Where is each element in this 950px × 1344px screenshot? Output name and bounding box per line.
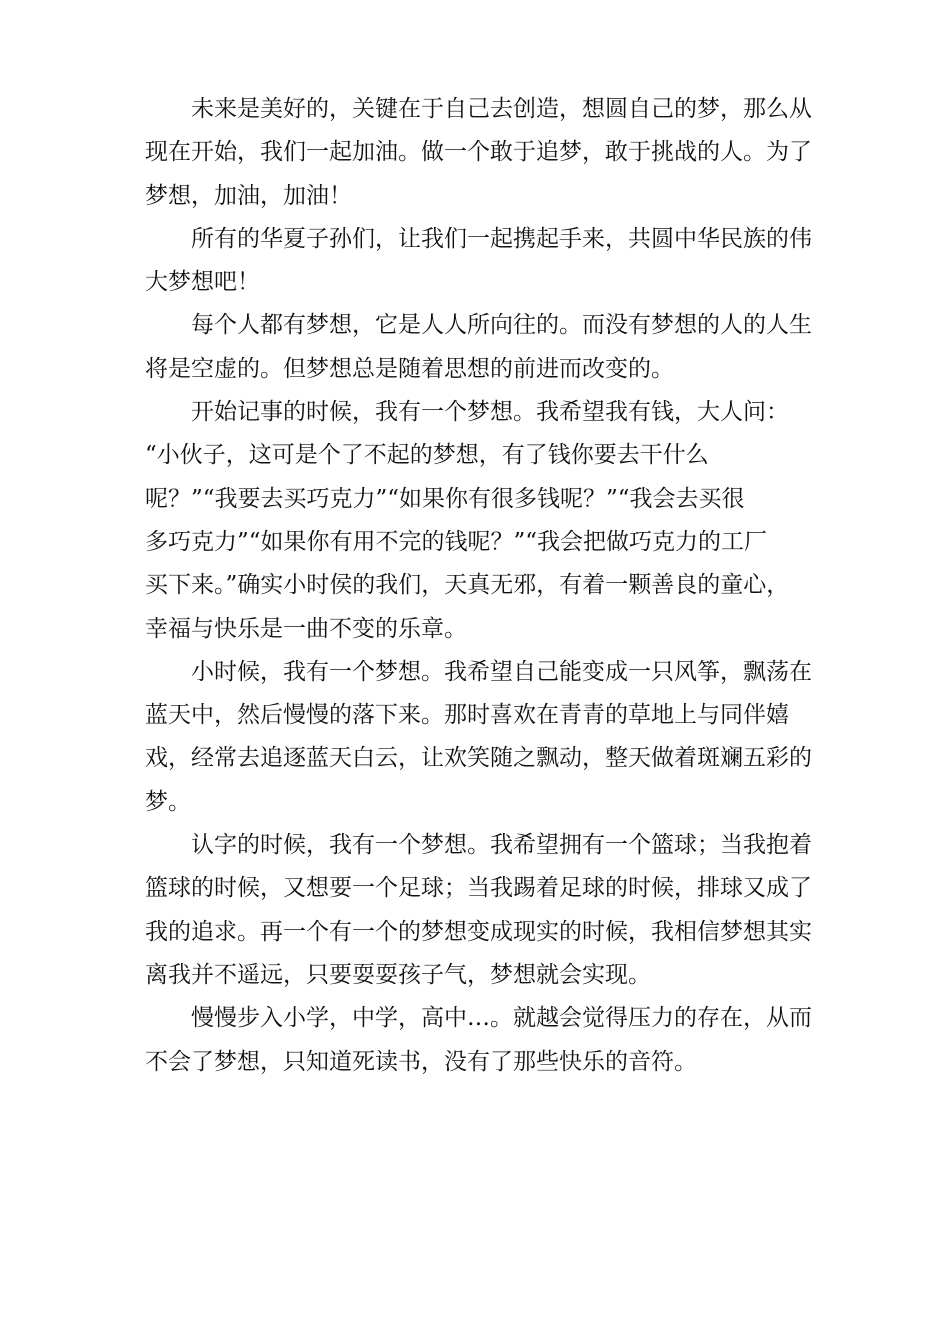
paragraph-line: 认字的时候，我有一个梦想。我希望拥有一个篮球；当我抱着 xyxy=(191,832,812,859)
paragraph-line: 多巧克力”“如果你有用不完的钱呢？”“我会把做巧克力的工厂 xyxy=(145,528,768,555)
paragraph-5 xyxy=(145,651,812,824)
paragraph-line: 梦。 xyxy=(145,788,191,815)
paragraph-line: 离我并不遥远，只要耍耍孩子气，梦想就会实现。 xyxy=(145,961,651,988)
document-body xyxy=(145,88,812,1084)
paragraph-line: 不会了梦想，只知道死读书，没有了那些快乐的音符。 xyxy=(145,1048,697,1075)
paragraph-line: 所有的华夏子孙们，让我们一起携起手来，共圆中华民族的伟 xyxy=(191,225,812,252)
paragraph-line: 大梦想吧！ xyxy=(145,269,260,296)
paragraph-line: 篮球的时候，又想要一个足球；当我踢着足球的时候，排球又成了 xyxy=(145,875,812,902)
paragraph-line: 现在开始，我们一起加油。做一个敢于追梦，敢于挑战的人。为了 xyxy=(145,139,812,166)
paragraph-line: 我的追求。再一个有一个的梦想变成现实的时候，我相信梦想其实 xyxy=(145,918,812,945)
paragraph-line: 慢慢步入小学，中学，高中…。就越会觉得压力的存在，从而 xyxy=(191,1005,812,1032)
paragraph-line: 呢？”“我要去买巧克力”“如果你有很多钱呢？”“我会去买很 xyxy=(145,485,745,512)
paragraph-line: 未来是美好的，关键在于自己去创造，想圆自己的梦，那么从 xyxy=(191,96,812,122)
paragraph-2 xyxy=(145,218,812,305)
paragraph-line: 戏，经常去追逐蓝天白云，让欢笑随之飘动，整天做着斑斓五彩的 xyxy=(145,745,812,772)
paragraph-line: 小时候，我有一个梦想。我希望自己能变成一只风筝，飘荡在 xyxy=(191,658,812,685)
paragraph-line: 幸福与快乐是一曲不变的乐章。 xyxy=(145,615,467,642)
paragraph-line: 将是空虚的。但梦想总是随着思想的前进而改变的。 xyxy=(145,355,674,382)
paragraph-line: 开始记事的时候，我有一个梦想。我希望我有钱，大人问： xyxy=(191,399,789,426)
paragraph-7 xyxy=(145,997,812,1084)
paragraph-6 xyxy=(145,824,812,997)
paragraph-line: “小伙子，这可是个了不起的梦想，有了钱你要去干什么 xyxy=(145,442,709,469)
paragraph-1 xyxy=(145,88,812,218)
paragraph-line: 蓝天中，然后慢慢的落下来。那时喜欢在青青的草地上与同伴嬉 xyxy=(145,702,789,729)
paragraph-line: 梦想，加油，加油！ xyxy=(145,182,352,209)
paragraph-3 xyxy=(145,304,812,391)
paragraph-line: 每个人都有梦想，它是人人所向往的。而没有梦想的人的人生 xyxy=(191,312,812,339)
paragraph-line: 买下来。”确实小时侯的我们，天真无邪，有着一颗善良的童心， xyxy=(145,572,790,599)
paragraph-4 xyxy=(145,391,795,651)
